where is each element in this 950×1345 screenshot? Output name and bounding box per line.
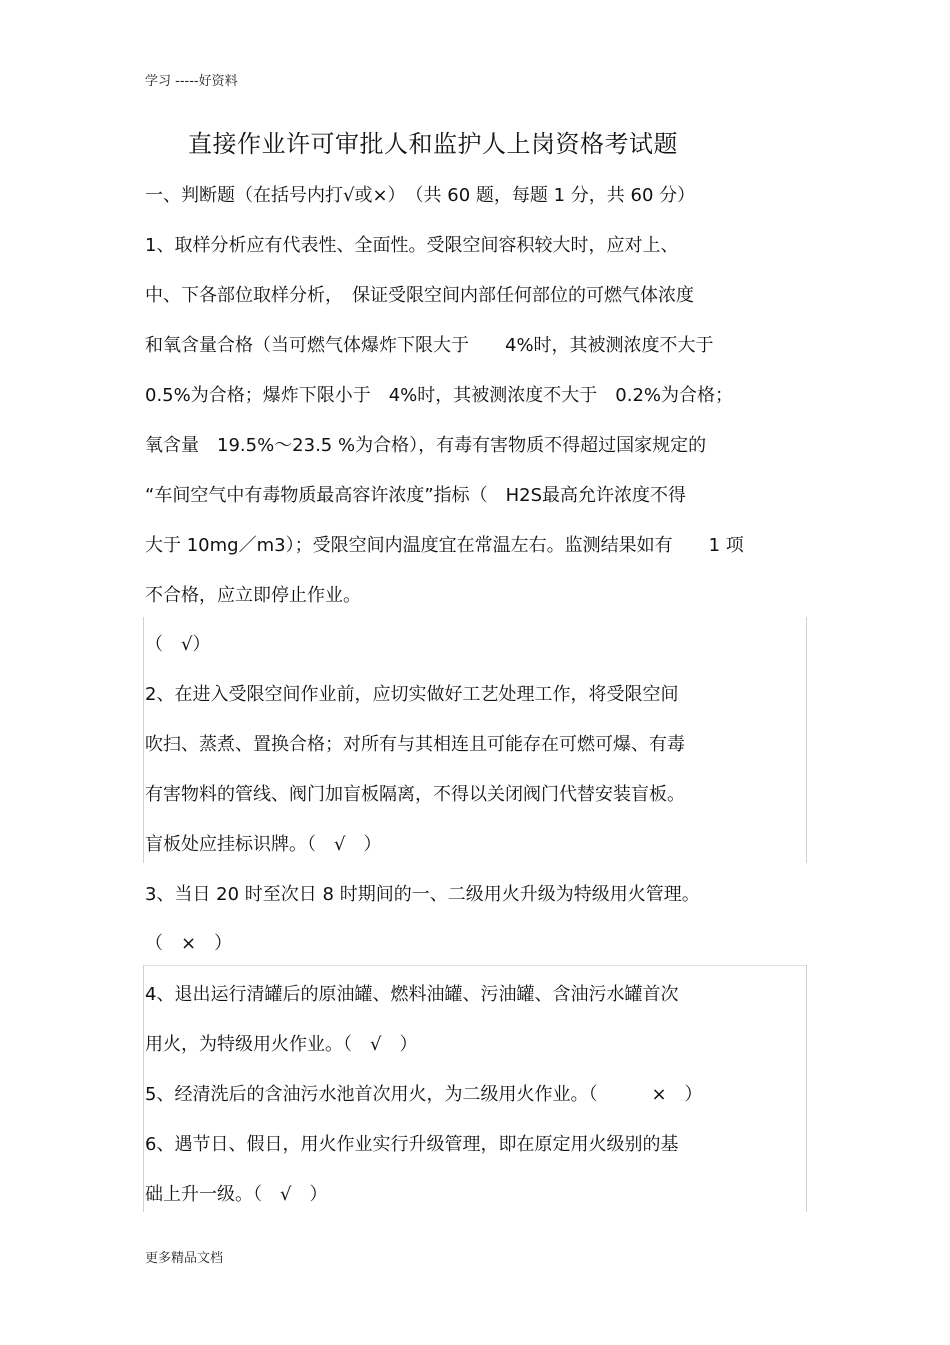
- answer-mark: （ × ）: [145, 933, 233, 954]
- page-footer: 更多精品文档: [145, 1251, 224, 1266]
- scan-border-top-lower: [143, 965, 807, 966]
- text-line: 大于 10mg／m3）；受限空间内温度宜在常温左右。监测结果如有 1 项: [145, 535, 744, 556]
- text-line: “车间空气中有毒物质最高容许浓度”指标（ H2S最高允许浓度不得: [145, 485, 687, 506]
- text-line: 和氧含量合格（当可燃气体爆炸下限大于 4%时，其被测浓度不大于: [145, 335, 714, 356]
- text-line: 盲板处应挂标识牌。（ √ ）: [145, 834, 382, 855]
- text-line: 氧含量 19.5%～23.5 %为合格），有毒有害物质不得超过国家规定的: [145, 435, 707, 456]
- text-line: 1、取样分析应有代表性、全面性。受限空间容积较大时，应对上、: [145, 235, 679, 256]
- text-line: 2、在进入受限空间作业前，应切实做好工艺处理工作，将受限空间: [145, 684, 679, 705]
- answer-mark: （ √）: [145, 634, 211, 655]
- text-line: 6、遇节日、假日，用火作业实行升级管理，即在原定用火级别的基: [145, 1134, 679, 1155]
- scan-border-right-lower: [806, 965, 807, 1212]
- scan-border-right-upper: [806, 617, 807, 863]
- text-line: 用火，为特级用火作业。（ √ ）: [145, 1034, 418, 1055]
- text-line: 不合格，应立即停止作业。: [145, 585, 361, 606]
- text-line: 3、当日 20 时至次日 8 时期间的一、二级用火升级为特级用火管理。: [145, 884, 700, 905]
- text-line: 中、下各部位取样分析， 保证受限空间内部任何部位的可燃气体浓度: [145, 285, 694, 306]
- text-line: 吹扫、蒸煮、置换合格；对所有与其相连且可能存在可燃可爆、有毒: [145, 734, 685, 755]
- text-line: 4、退出运行清罐后的原油罐、燃料油罐、污油罐、含油污水罐首次: [145, 984, 679, 1005]
- text-line: 础上升一级。（ √ ）: [145, 1184, 328, 1205]
- text-line: 有害物料的管线、阀门加盲板隔离，不得以关闭阀门代替安装盲板。: [145, 784, 685, 805]
- page-header: 学习 -----好资料: [145, 74, 238, 89]
- text-line: 0.5%为合格；爆炸下限小于 4%时，其被测浓度不大于 0.2%为合格；: [145, 385, 734, 406]
- scan-border-left-lower: [143, 965, 144, 1212]
- section-heading: 一、判断题（在括号内打√或×） （共 60 题，每题 1 分，共 60 分）: [145, 185, 696, 206]
- text-line: 5、经清洗后的含油污水池首次用火，为二级用火作业。（ × ）: [145, 1084, 703, 1105]
- document-title: 直接作业许可审批人和监护人上岗资格考试题: [188, 130, 678, 158]
- scan-border-left-upper: [143, 617, 144, 863]
